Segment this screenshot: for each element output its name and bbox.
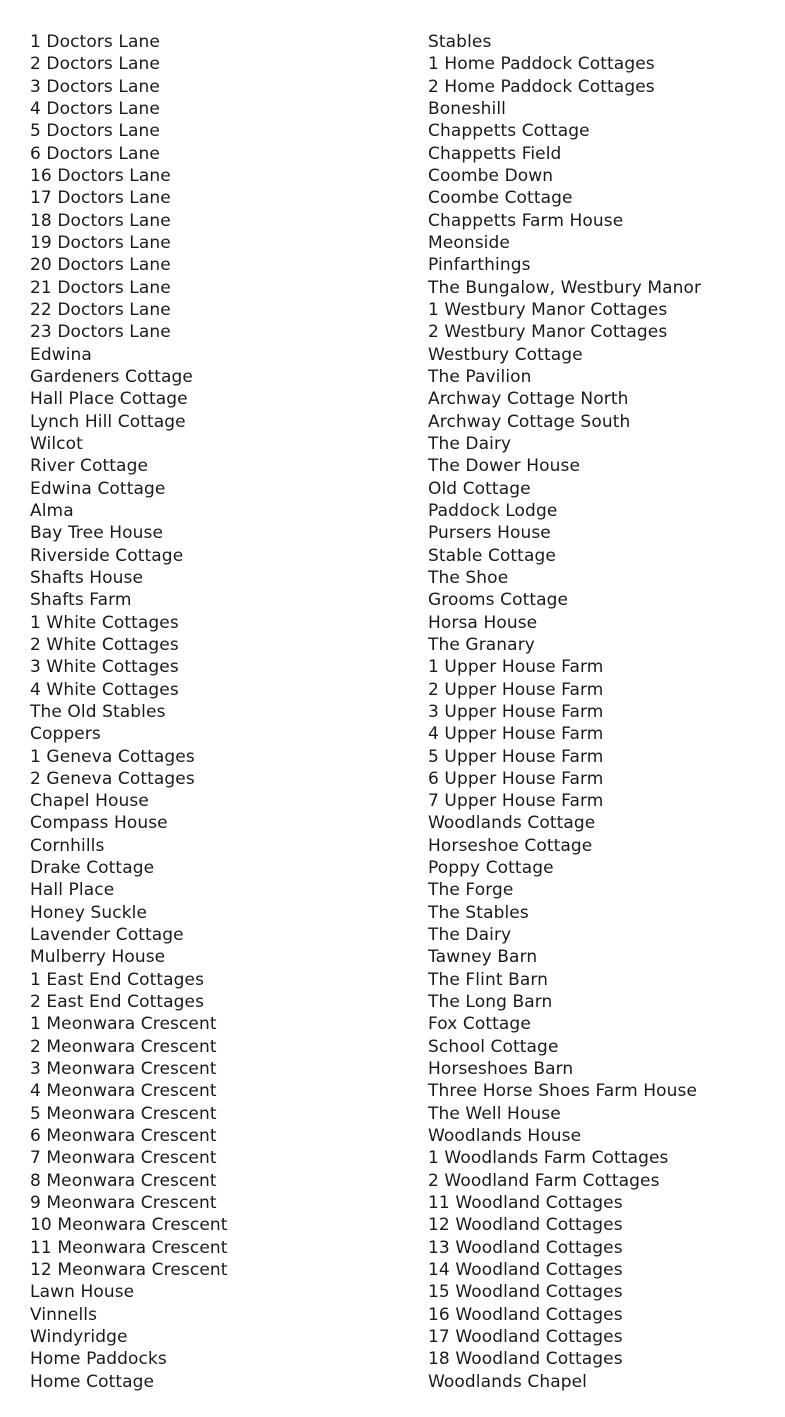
address-list-item: Mulberry House [30,947,166,968]
address-list-item: The Pavilion [428,366,532,387]
address-list-item: Stables [428,32,492,52]
address-list-item: Horseshoes Barn [428,1059,574,1080]
address-list-right-column [428,31,701,1393]
address-list-item: Bay Tree House [30,523,164,544]
address-list-item: 21 Doctors Lane [30,277,171,298]
address-list-item: Hall Place [30,880,115,901]
address-list-item: 1 East End Cottages [30,969,205,990]
address-list-item: 3 Meonwara Crescent [30,1059,217,1080]
address-list-item: Pinfarthings [428,255,531,276]
address-list-item: Home Cottage [30,1371,155,1392]
address-list-item: Edwina Cottage [30,478,166,499]
address-list-item: 14 Woodland Cottages [428,1260,623,1281]
address-list-item: Coppers [30,724,101,745]
address-list-item: The Dairy [428,433,512,454]
address-list-item: 2 Geneva Cottages [30,768,195,789]
address-list-item: 5 Meonwara Crescent [30,1103,217,1124]
address-list-item: 2 Doctors Lane [30,54,160,75]
address-list-item: 11 Woodland Cottages [428,1193,623,1214]
address-list-item: The Old Stables [30,701,166,722]
address-list-item: 1 Home Paddock Cottages [428,54,655,75]
address-list-item: 16 Doctors Lane [30,165,171,186]
address-list-item: Hall Place Cottage [30,389,188,410]
address-list-item: Compass House [30,813,168,834]
address-list-item: 1 White Cottages [30,612,179,633]
address-list-item: The Dairy [428,925,512,946]
address-list-item: 6 Meonwara Crescent [30,1126,217,1147]
address-list-item: 18 Doctors Lane [30,210,171,231]
address-list-item: 10 Meonwara Crescent [30,1215,228,1236]
address-list-item: Vinnells [30,1304,98,1325]
address-list-item: 1 Doctors Lane [30,32,160,52]
address-list-item: Tawney Barn [428,947,538,968]
address-list-item: Poppy Cottage [428,858,554,879]
address-list-item: 8 Meonwara Crescent [30,1170,217,1191]
address-list-item: Archway Cottage North [428,389,629,410]
address-list-item: Horseshoe Cottage [428,835,593,856]
address-list-item: Wilcot [30,433,83,454]
address-list-item: 2 White Cottages [30,634,179,655]
address-list-item: Chapel House [30,791,149,812]
address-list-item: Cornhills [30,835,105,856]
address-list-item: Archway Cottage South [428,411,631,432]
address-list-item: Chappetts Field [428,143,562,164]
address-list-item: Fox Cottage [428,1014,531,1035]
address-list-item: Three Horse Shoes Farm House [428,1081,698,1102]
address-list-item: 15 Woodland Cottages [428,1282,623,1303]
address-list-item: Shafts House [30,567,144,588]
address-list-item: 19 Doctors Lane [30,232,171,253]
address-list-item: River Cottage [30,456,149,477]
address-list-item: Coombe Down [428,165,554,186]
address-list-item: Honey Suckle [30,902,148,923]
address-list-item: Paddock Lodge [428,500,558,521]
address-list-item: Woodlands House [428,1126,582,1147]
address-list-item: 2 Meonwara Crescent [30,1036,217,1057]
address-list-item: School Cottage [428,1036,559,1057]
address-list-item: 2 East End Cottages [30,992,205,1013]
address-list-item: 1 Meonwara Crescent [30,1014,217,1035]
address-list-item: 6 Upper House Farm [428,768,604,789]
address-list-item: 5 Upper House Farm [428,746,604,767]
address-list-item: The Flint Barn [428,969,549,990]
address-list-item: The Bungalow, Westbury Manor [428,277,702,298]
address-list-item: Chappetts Farm House [428,210,624,231]
address-list-item: 11 Meonwara Crescent [30,1237,228,1258]
address-list-item: 13 Woodland Cottages [428,1237,623,1258]
address-list-item: Coombe Cottage [428,188,573,209]
address-list-item: 2 Woodland Farm Cottages [428,1170,660,1191]
address-list-item: 23 Doctors Lane [30,322,171,343]
address-list-item: 2 Home Paddock Cottages [428,76,655,97]
address-list-item: The Well House [428,1103,561,1124]
address-list-item: The Shoe [428,567,509,588]
address-list-item: Chappetts Cottage [428,121,590,142]
address-list-item: Alma [30,500,74,521]
address-list-item: 3 White Cottages [30,657,179,678]
address-list-item: 16 Woodland Cottages [428,1304,623,1325]
address-list-item: Meonside [428,232,510,253]
address-list-item: Old Cottage [428,478,531,499]
address-list-item: Woodlands Cottage [428,813,596,834]
address-list-item: 7 Meonwara Crescent [30,1148,217,1169]
address-list-item: 2 Westbury Manor Cottages [428,322,668,343]
address-list-item: 7 Upper House Farm [428,791,604,812]
address-list-item: Lavender Cottage [30,925,184,946]
address-list-item: The Granary [428,634,535,655]
address-list-item: 20 Doctors Lane [30,255,171,276]
address-list-item: 1 Geneva Cottages [30,746,195,767]
address-list-item: Gardeners Cottage [30,366,193,387]
address-list-item: 12 Woodland Cottages [428,1215,623,1236]
address-list-item: Horsa House [428,612,538,633]
address-list-item: Stable Cottage [428,545,556,566]
address-list-item: 22 Doctors Lane [30,299,171,320]
address-list-item: Shafts Farm [30,590,132,611]
address-list-item: Lawn House [30,1282,135,1303]
address-list-item: Pursers House [428,523,551,544]
address-list-item: 1 Westbury Manor Cottages [428,299,668,320]
address-list-item: 4 Doctors Lane [30,98,160,119]
address-list-item: The Forge [428,880,514,901]
address-list-item: Westbury Cottage [428,344,583,365]
address-list-item: 1 Woodlands Farm Cottages [428,1148,669,1169]
address-list-item: Home Paddocks [30,1349,167,1370]
address-list-item: 2 Upper House Farm [428,679,604,700]
address-list-left-column [30,31,228,1393]
address-list-item: Edwina [30,344,92,365]
address-list-item: 3 Doctors Lane [30,76,160,97]
address-list-item: 3 Upper House Farm [428,701,604,722]
address-list-item: The Stables [428,902,529,923]
address-list-item: Grooms Cottage [428,590,569,611]
address-list-item: 17 Woodland Cottages [428,1327,623,1348]
address-list-item: Riverside Cottage [30,545,184,566]
address-list-item: 5 Doctors Lane [30,121,160,142]
address-list-item: 17 Doctors Lane [30,188,171,209]
address-list-item: Lynch Hill Cottage [30,411,186,432]
address-list-item: 1 Upper House Farm [428,657,604,678]
address-list-item: Woodlands Chapel [428,1371,588,1392]
address-list-item: 4 Meonwara Crescent [30,1081,217,1102]
address-list-item: 12 Meonwara Crescent [30,1260,228,1281]
address-list-item: 4 Upper House Farm [428,724,604,745]
address-list-item: 4 White Cottages [30,679,179,700]
address-list-item: Boneshill [428,98,506,119]
address-list-item: 18 Woodland Cottages [428,1349,623,1370]
address-list-item: The Dower House [428,456,581,477]
address-list-item: Windyridge [30,1327,128,1348]
address-list-item: Drake Cottage [30,858,155,879]
address-list-item: The Long Barn [428,992,553,1013]
address-list-item: 6 Doctors Lane [30,143,160,164]
address-list-item: 9 Meonwara Crescent [30,1193,217,1214]
